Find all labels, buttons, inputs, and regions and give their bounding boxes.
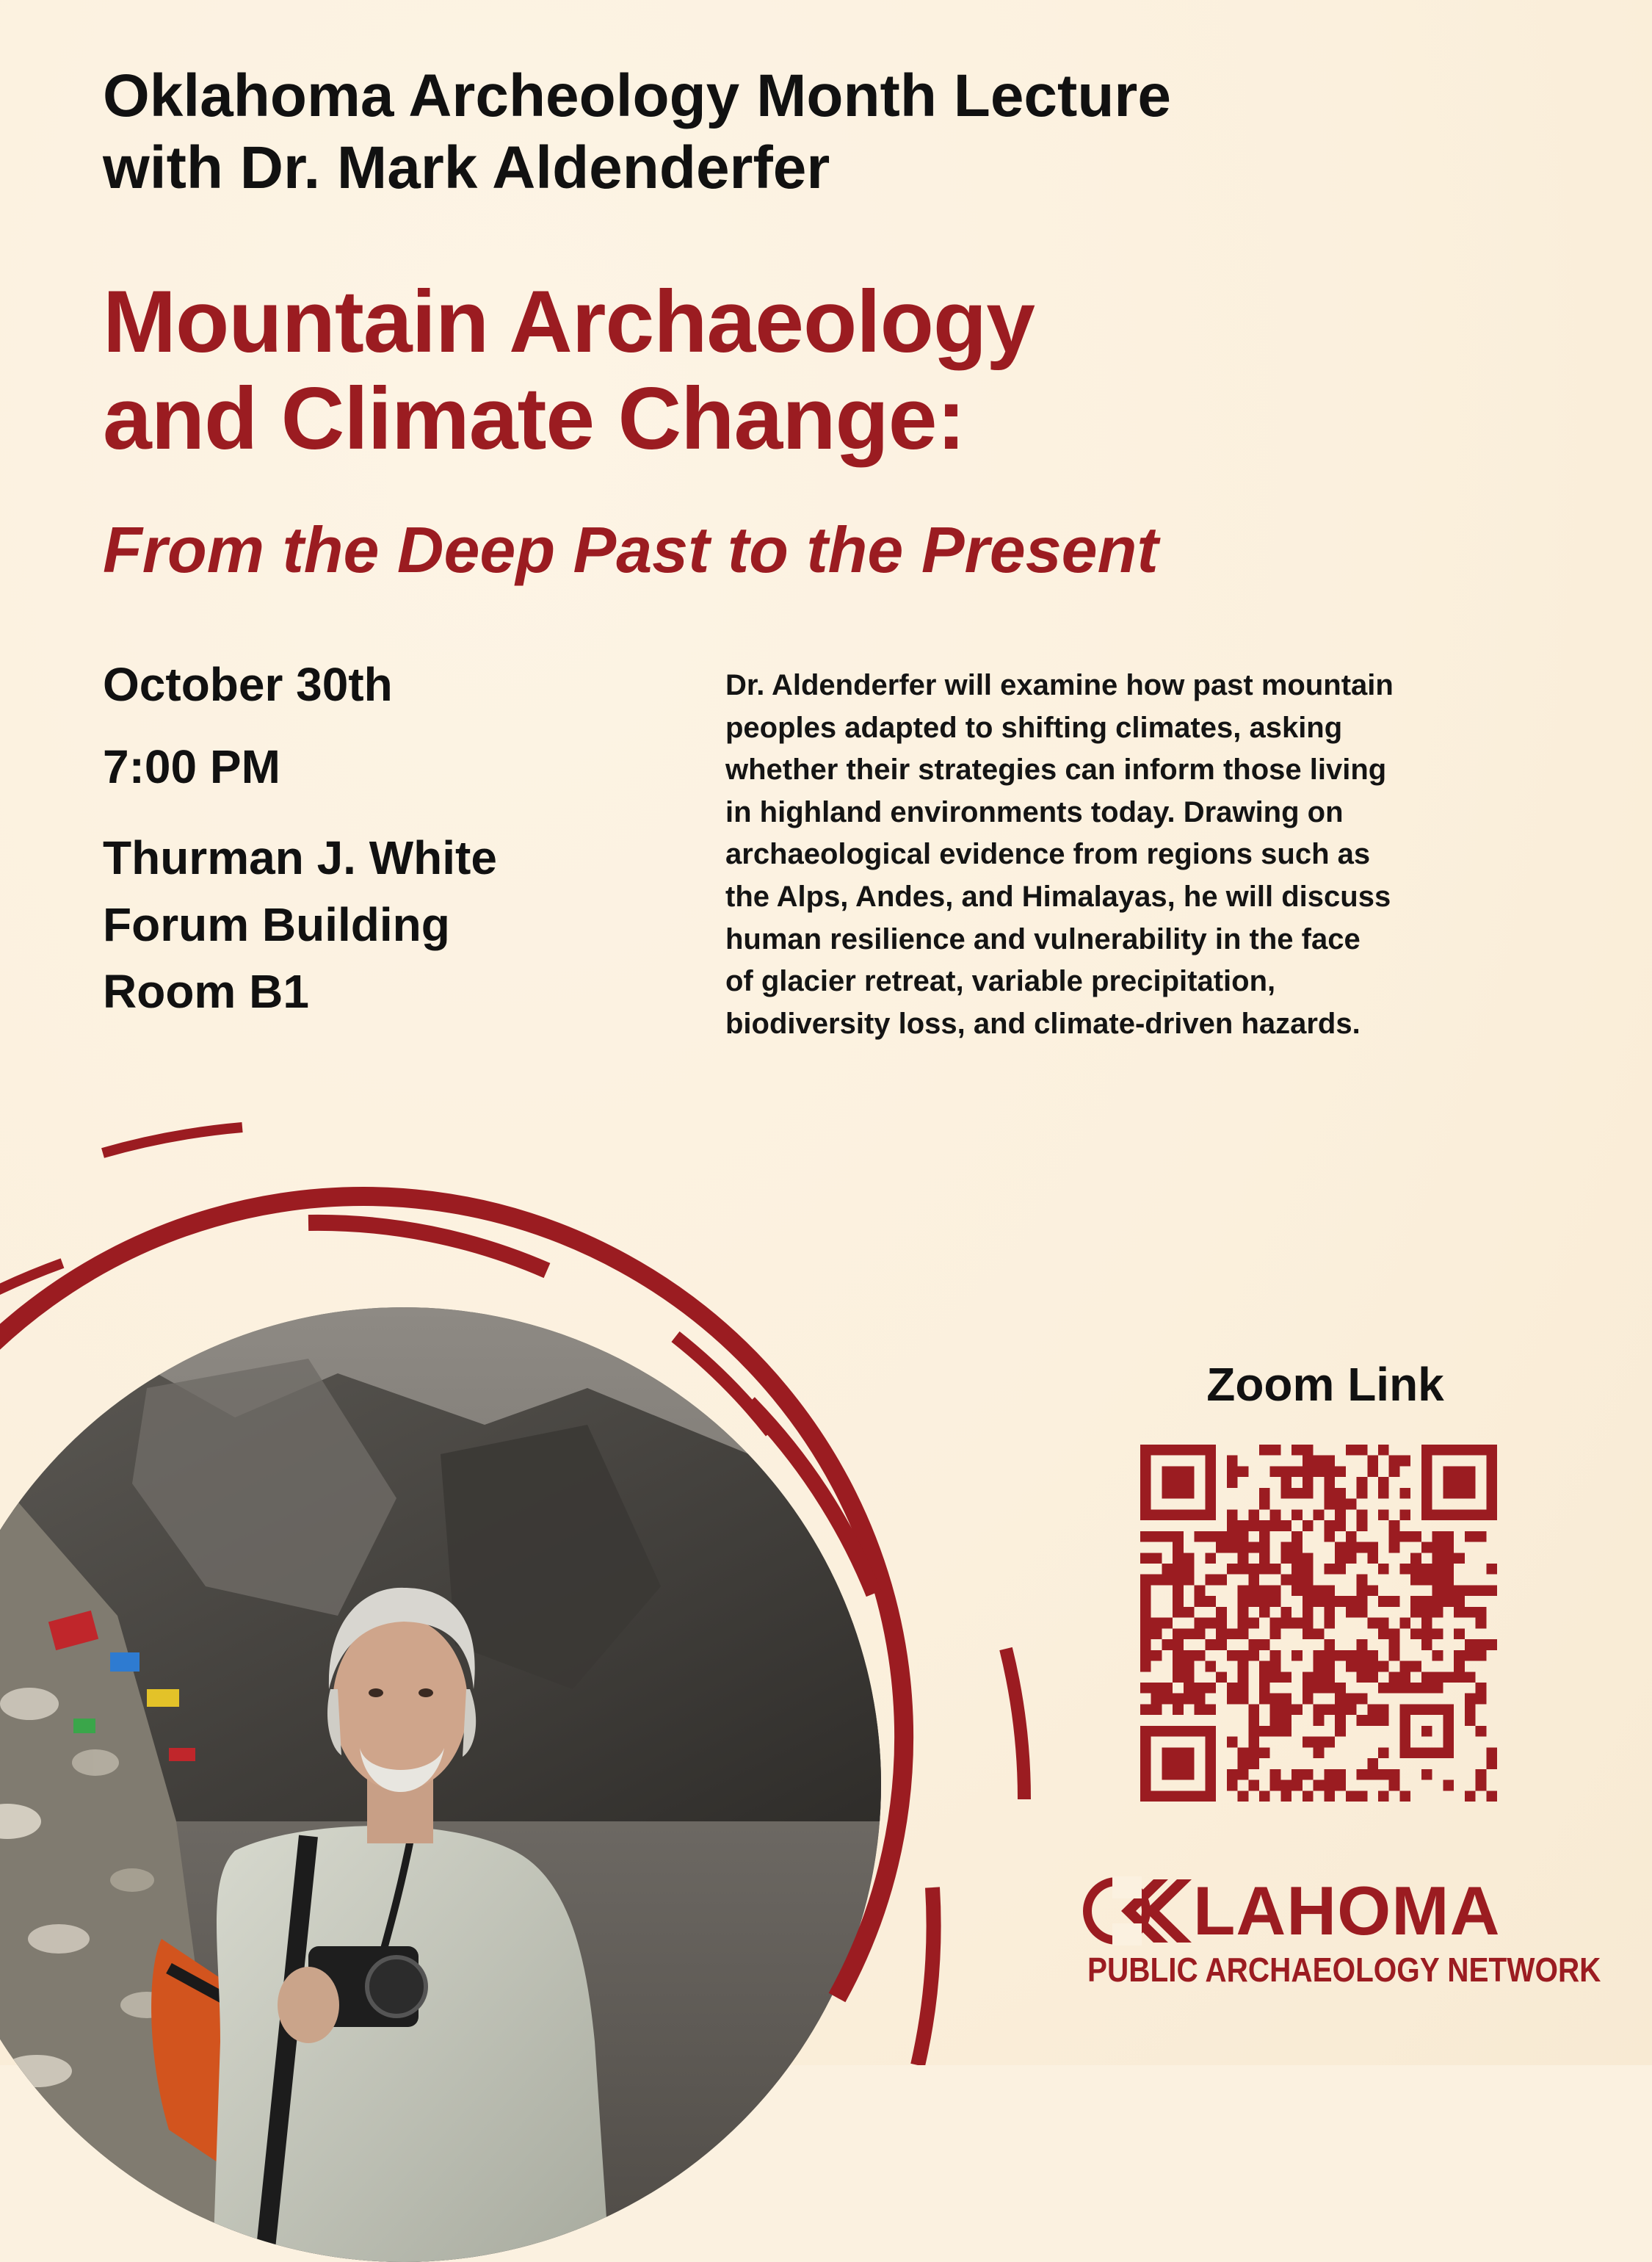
description-line: biodiversity loss, and climate-driven hazards. <box>725 1007 1361 1040</box>
location-line: Room B1 <box>103 964 309 1018</box>
zoom-qr-code[interactable] <box>1140 1445 1497 1802</box>
arc-segment <box>1006 1649 1024 1799</box>
description-line: archaeological evidence from regions such as <box>725 838 1371 871</box>
logo-chevrons-icon <box>1083 1876 1193 1945</box>
location-line: Thurman J. White <box>103 831 497 884</box>
lecture-subtitle: From the Deep Past to the Present <box>103 513 1159 586</box>
description-line: the Alps, Andes, and Himalayas, he will discuss <box>725 880 1391 913</box>
description-line: Dr. Aldenderfer will examine how past mountain <box>725 669 1394 701</box>
description-line: of glacier retreat, variable precipitation, <box>725 965 1276 998</box>
arc-segment <box>918 1887 934 2065</box>
description-line: in highland environments today. Drawing on <box>725 795 1344 828</box>
location-line: Forum Building <box>103 897 450 951</box>
oklahoma-public-archaeology-network-logo <box>1083 1872 1601 1990</box>
logo-wordmark <box>1083 1872 1560 1949</box>
logo-subtitle: PUBLIC ARCHAEOLOGY NETWORK <box>1087 1951 1601 1989</box>
lecture-header-line2: with Dr. Mark Aldenderfer <box>103 134 830 202</box>
photo-frame-arc <box>0 1196 904 1998</box>
event-time: 7:00 PM <box>103 740 280 793</box>
lecture-title-line2: and Climate Change: <box>103 369 966 468</box>
arc-segment <box>103 1127 242 1153</box>
lecture-header-line1: Oklahoma Archeology Month Lecture <box>103 62 1171 129</box>
zoom-link-label: Zoom Link <box>1206 1358 1444 1411</box>
arc-segment <box>308 1223 547 1271</box>
description-line: peoples adapted to shifting climates, asking <box>725 711 1343 744</box>
event-date: October 30th <box>103 658 393 711</box>
lecture-title-line1: Mountain Archaeology <box>103 272 1035 371</box>
description-line: whether their strategies can inform those living <box>725 754 1387 787</box>
logo-word: LAHOMA <box>1193 1872 1501 1949</box>
description-line: human resilience and vulnerability in the face <box>725 922 1361 955</box>
